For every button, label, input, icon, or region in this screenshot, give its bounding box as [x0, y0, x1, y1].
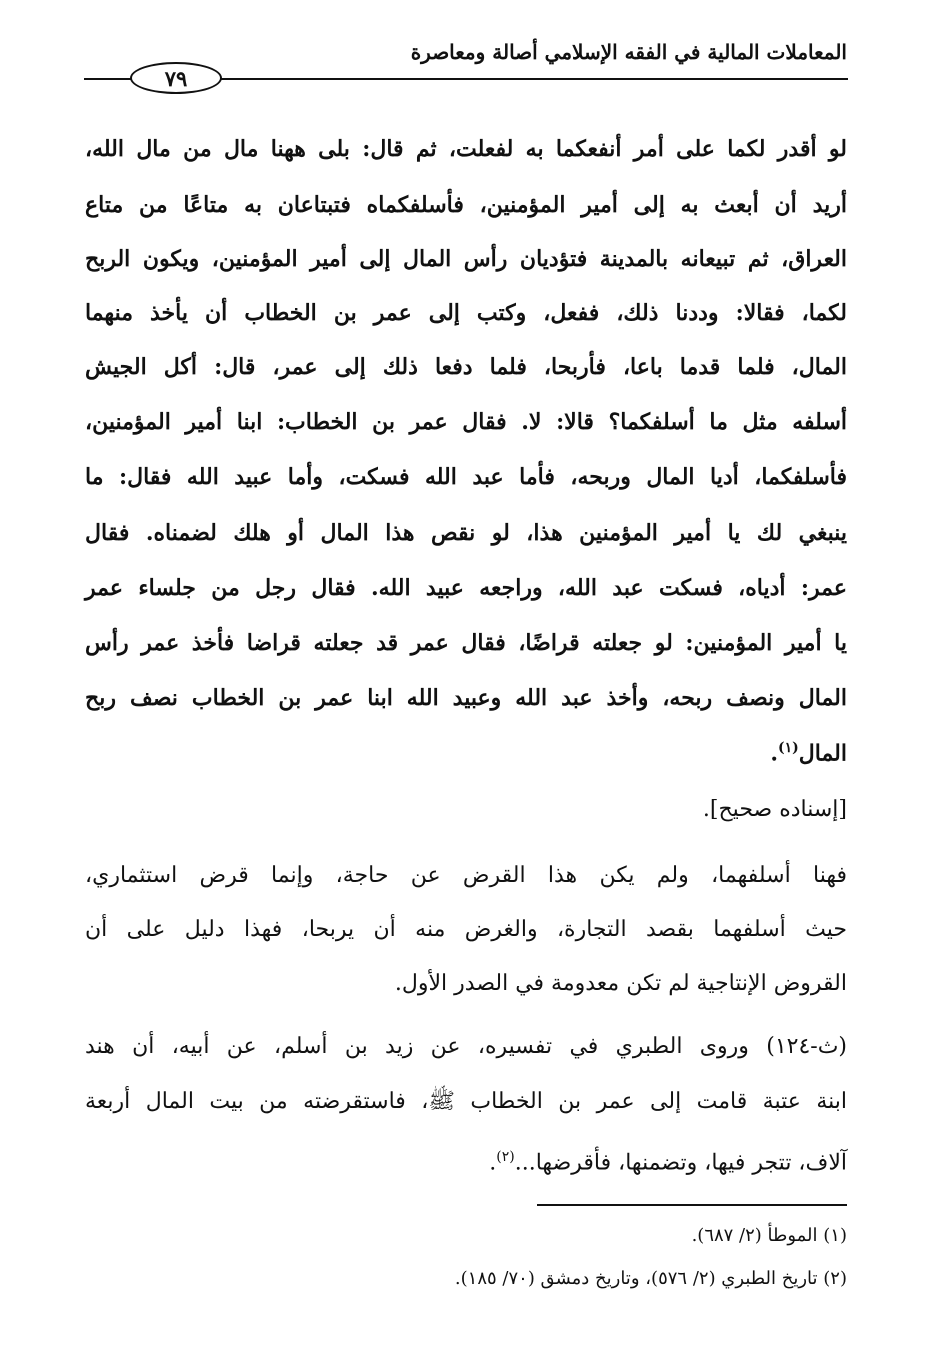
body-line: أسلفه مثل ما أسلفكما؟ قالا: لا. فقال عمر بن الخطاب: ابنا أمير المؤمنين، [85, 409, 847, 435]
footnote-reference: (١) [777, 740, 799, 756]
footnote: (١) الموطأ (٢/ ٦٨٧). [691, 1225, 847, 1246]
body-line: يا أمير المؤمنين: لو جعلته قراضًا، فقال عمر قد جعلته قراضا فأخذ عمر رأس [85, 630, 847, 656]
body-line-last [85, 1142, 847, 1176]
sentence-end: . [770, 740, 778, 767]
footnote: (٢) تاريخ الطبري (٢/ ٥٧٦)، وتاريخ دمشق (٧٠/ ١٨٥). [454, 1268, 847, 1289]
body-line: حيث أسلفهما بقصد التجارة، والغرض منه أن يربحا، فهذا دليل على أن [85, 917, 847, 942]
body-line: القروض الإنتاجية لم تكن معدومة في الصدر الأول. [394, 971, 847, 996]
page-number: ٧٩ [130, 62, 222, 94]
body-line: أريد أن أبعث به إلى أمير المؤمنين، فأسلفكماه فتبتاعان به متاعًا من متاع [85, 192, 847, 218]
isnad-note: [إسناده صحيح]. [702, 797, 847, 822]
body-line: العراق، ثم تبيعانه بالمدينة فتؤديان رأس المال إلى أمير المؤمنين، ويكون الربح [85, 246, 847, 272]
body-line: المال، فلما قدما باعا، فأربحا، فلما دفعا ذلك إلى عمر، قال: أكل الجيش [85, 354, 847, 380]
body-line-last [85, 733, 847, 767]
body-line: المال ونصف ربحه، وأخذ عبد الله وعبيد الله ابنا عمر بن الخطاب نصف ربح [85, 685, 847, 711]
running-title: المعاملات المالية في الفقه الإسلامي أصالة ومعاصرة [410, 40, 847, 64]
sentence-end: . [489, 1150, 497, 1176]
footnote-reference: (٢) [496, 1149, 515, 1165]
body-line: فهنا أسلفهما، ولم يكن هذا القرض عن حاجة، وإنما قرض استثماري، [85, 863, 847, 888]
body-line: ابنة عتبة قامت إلى عمر بن الخطاب ﷺ، فاستقرضته من بيت المال أربعة [85, 1089, 847, 1114]
body-text: آلاف، تتجر فيها، وتضمنها، فأقرضها... [514, 1150, 847, 1176]
body-line: فأسلفكما، أديا المال وربحه، فأما عبد الله فسكت، وأما عبيد الله فقال: ما [85, 464, 847, 490]
body-line: لكما، فقالا: وددنا ذلك، ففعل، وكتب إلى عمر بن الخطاب أن يأخذ منهما [85, 300, 847, 326]
body-line: لو أقدر لكما على أمر أنفعكما به لفعلت، ثم قال: بلى ههنا مال من مال الله، [85, 136, 847, 162]
body-line: (ث-١٢٤) وروى الطبري في تفسيره، عن زيد بن أسلم، عن أبيه، أن هند [85, 1034, 847, 1059]
body-text: المال [798, 740, 847, 767]
body-line: عمر: أدياه، فسكت عبد الله، وراجعه عبيد الله. فقال رجل من جلساء عمر [85, 575, 847, 601]
body-line: ينبغي لك يا أمير المؤمنين هذا، لو نقص هذا المال أو هلك لضمناه. فقال [85, 520, 847, 546]
footnote-rule [537, 1204, 847, 1206]
